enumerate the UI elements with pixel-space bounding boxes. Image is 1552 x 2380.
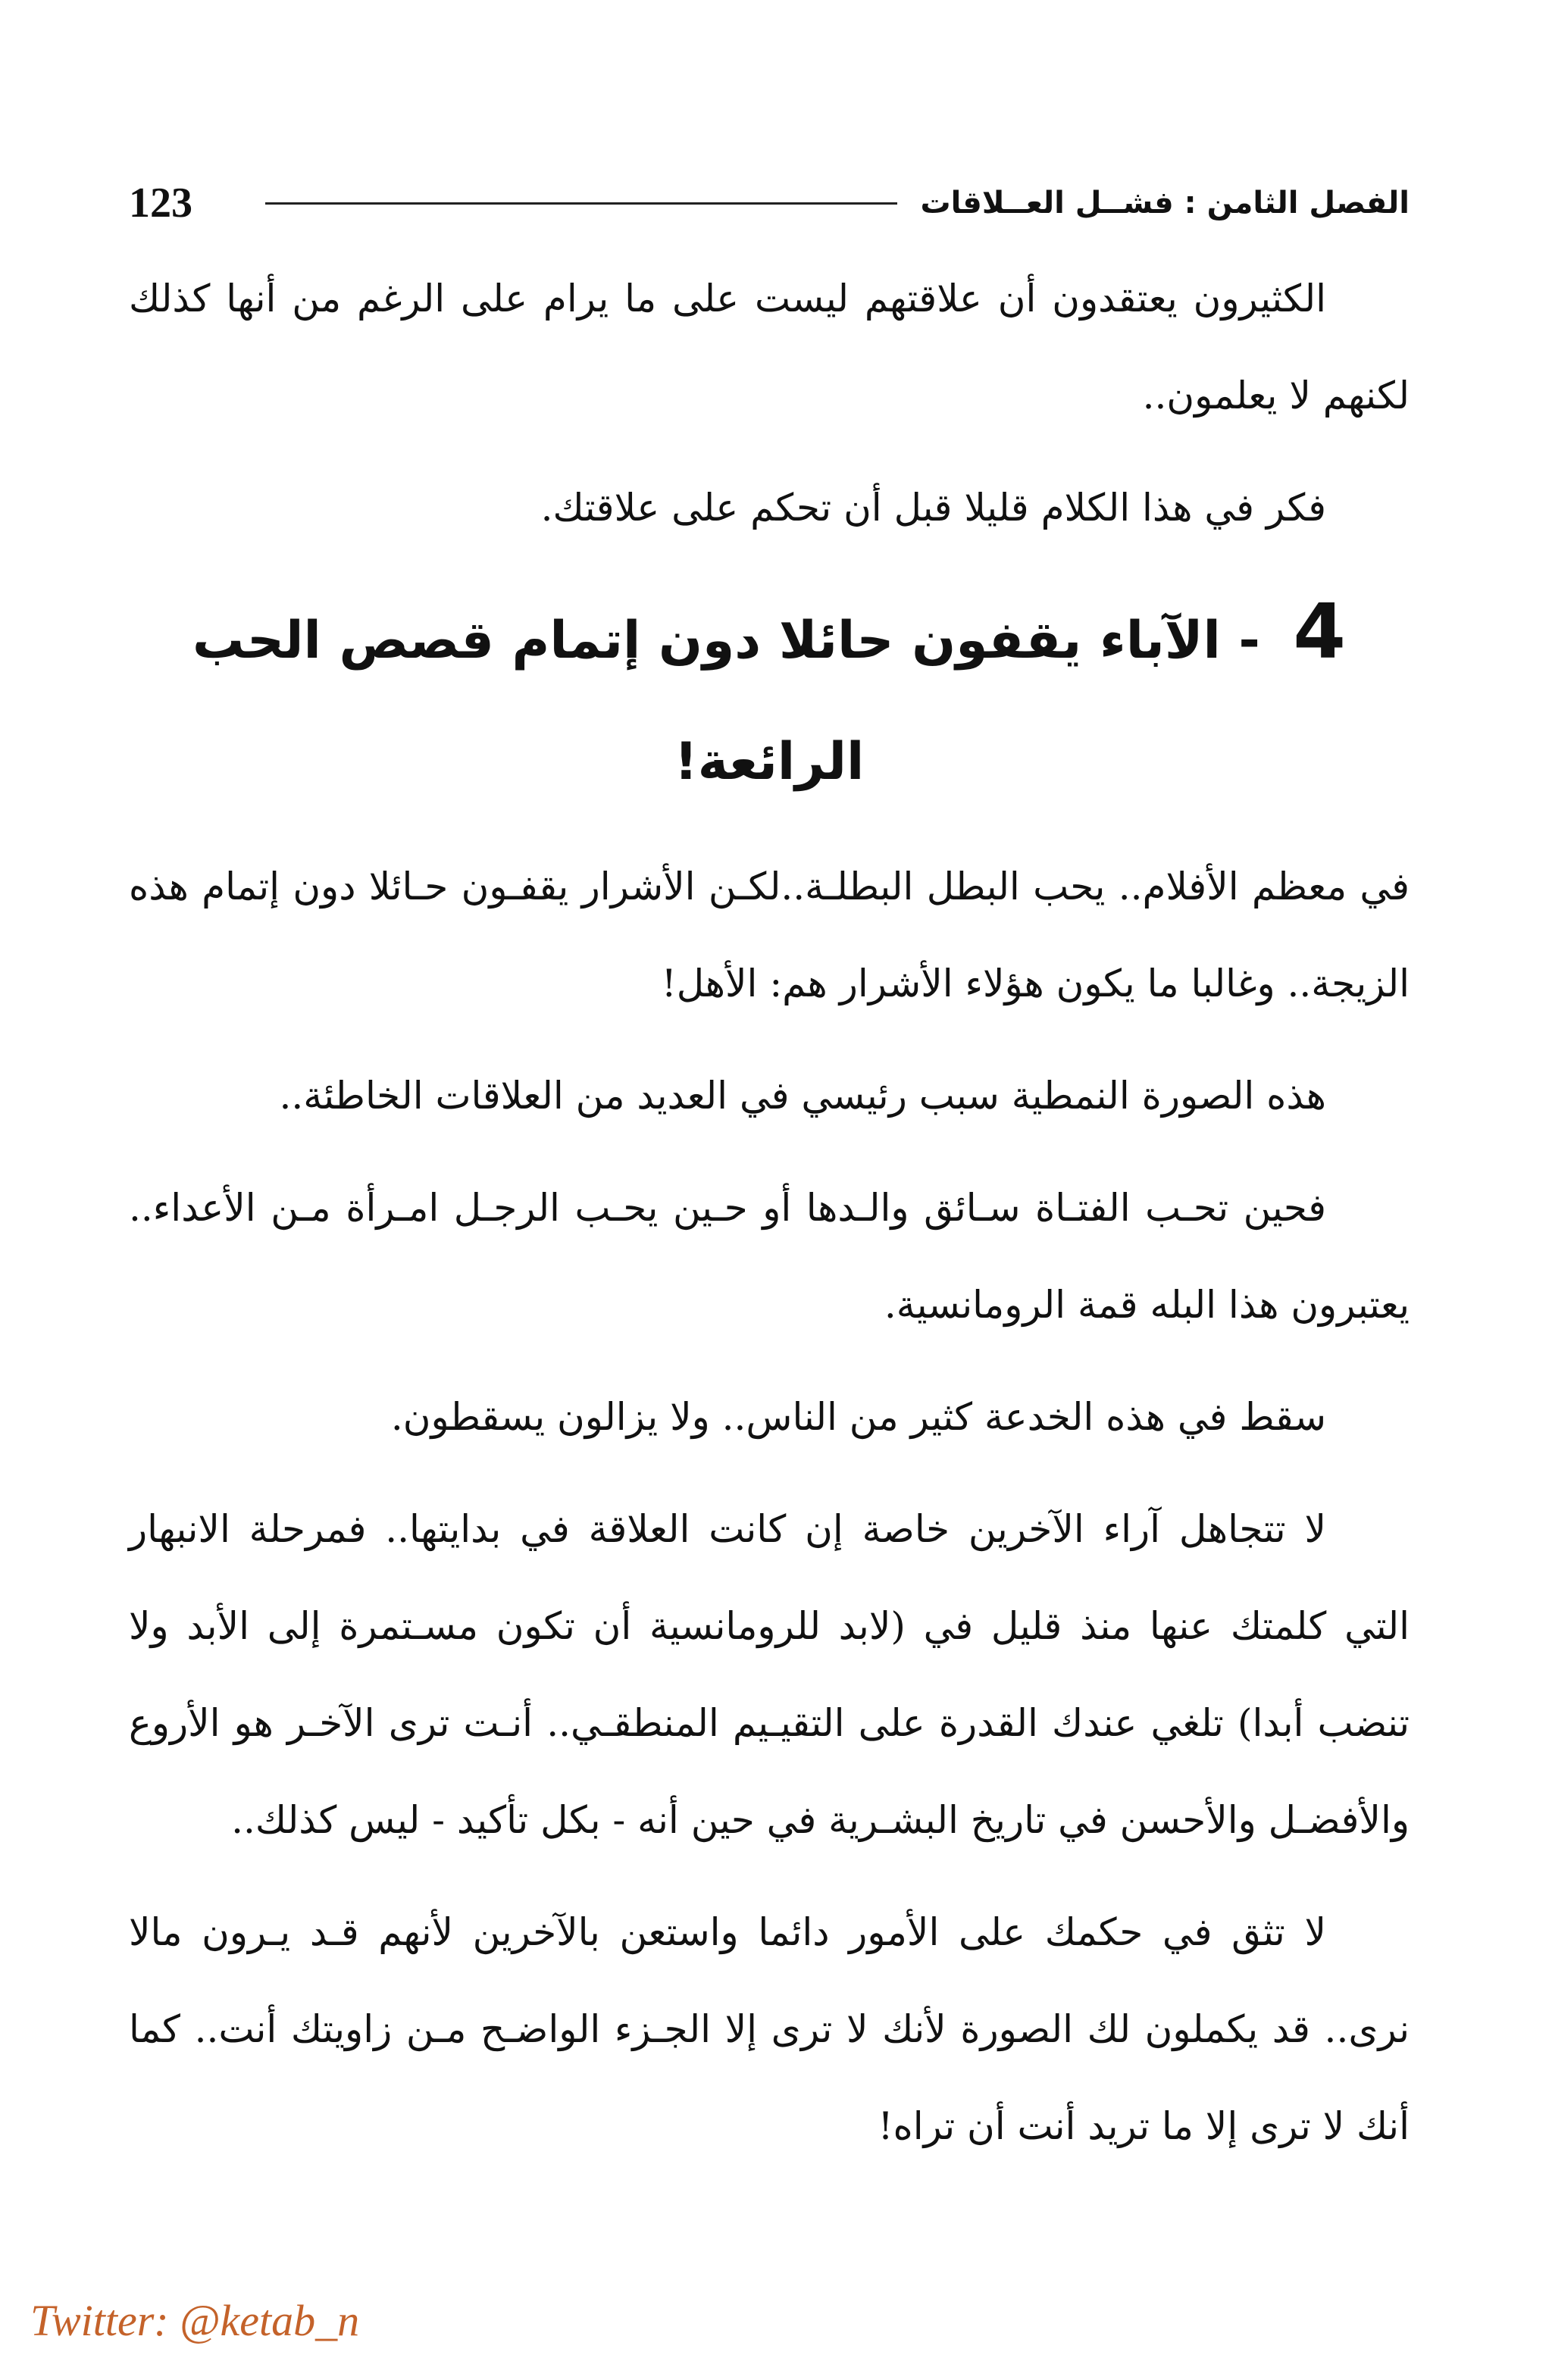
paragraph: في معظم الأفلام.. يحب البطل البطلـة..لكـن الأشرار يقفـون حـائلا دون إتمام هذه الزيجة.. وغالبا ما يكون هؤلاء الأشرار هم: الأهل! [129,865,1410,1005]
paragraph: فكر في هذا الكلام قليلا قبل أن تحكم على علاقتك. [540,486,1326,530]
paragraph: سقط في هذه الخدعة كثير من الناس.. ولا يزالون يسقطون. [390,1395,1326,1439]
header-rule [265,202,897,205]
paragraph: فحين تحـب الفتـاة سـائق والـدها أو حـين يحـب الرجـل امـرأة مـن الأعداء.. يعتبرون هذا البله قمة الرومانسية. [129,1186,1410,1327]
paragraph: هذه الصورة النمطية سبب رئيسي في العديد من العلاقات الخاطئة.. [279,1074,1326,1118]
page-header [129,173,1410,233]
running-head: الفصل الثامن : فشــل العــلاقات [920,186,1410,220]
paragraph: الكثيرون يعتقدون أن علاقتهم ليست على ما يرام على الرغم من أنها كذلك لكنهم لا يعلمون.. [129,277,1410,418]
section-number: 4 [1293,587,1346,676]
paragraph: لا تثق في حكمك على الأمور دائما واستعن بالآخرين لأنهم قـد يـرون مالا نرى.. قد يكملون لك الصورة لأنك لا ترى إلا الجـزء الواضـح مـن زاويتك أنت.. كما أنك لا ترى إلا ما تريد أنت أن تراه! [129,1910,1410,2148]
section-title: - الآباء يقفون حائلا دون إتمام قصص الحب الرائعة! [192,611,1260,792]
paragraph: لا تتجاهل آراء الآخرين خاصة إن كانت العلاقة في بدايتها.. فمرحلة الانبهار التي كلمتك عنها منذ قليل في (لابد للرومانسية أن تكون مسـتمرة إلى الأبد ولا تنضب أبدا) تلغي عندك القدرة على التقيـيم المنطقـي.. أنـت ترى الآخـر هو الأروع والأفضـل والأحسن في تاريخ البشـرية في حين أنه - بكل تأكيد - ليس كذلك.. [129,1507,1410,1842]
page-body [129,250,1410,2190]
section-heading [129,571,1410,823]
watermark-handle: Twitter: @ketab_n [30,2296,360,2345]
page-number: 123 [129,180,192,227]
